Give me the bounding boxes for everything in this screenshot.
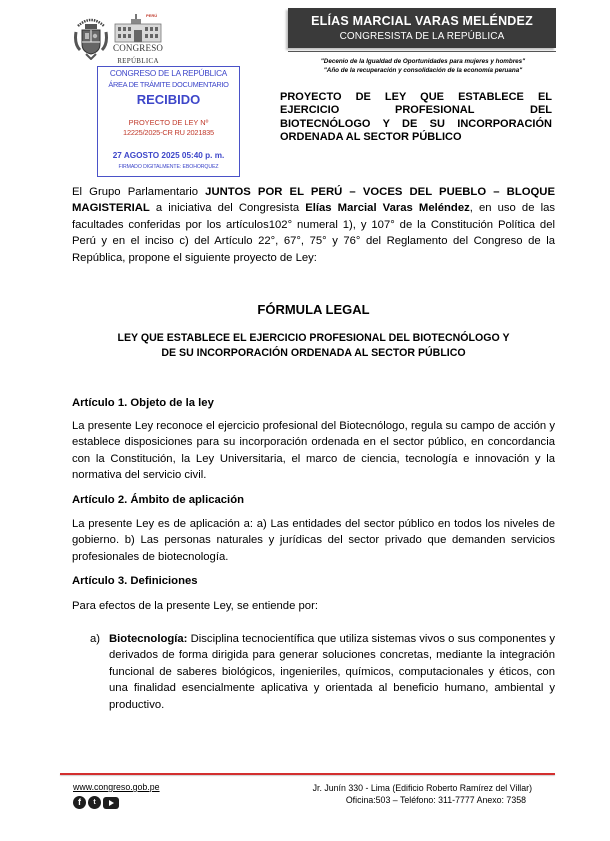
footer-address (270, 782, 532, 806)
definition-term: Biotecnología: (109, 633, 188, 645)
law-title (72, 331, 555, 361)
article-1-heading: Artículo 1. Objeto de la ley (72, 397, 214, 409)
bill-title-line-2: EJERCICIO PROFESIONAL DEL (280, 104, 552, 117)
bill-title (280, 91, 552, 145)
decenio-line-2: "Año de la recuperación y consolidación de la economía peruana" (323, 67, 523, 74)
social-links (73, 796, 119, 810)
stamp-area: ÁREA DE TRÁMITE DOCUMENTARIO (108, 80, 229, 89)
address-line-1: Jr. Junín 330 - Lima (Edificio Roberto Ramírez del Villar) (312, 783, 532, 793)
article-2-heading: Artículo 2. Ámbito de aplicación (72, 494, 244, 506)
congressperson-name: ELÍAS MARCIAL VARAS MELÉNDEZ (311, 14, 533, 28)
parliamentary-group-name: JUNTOS POR EL PERÚ – VOCES DEL PUEBLO – BLOQUE MAGISTERIAL (72, 186, 555, 215)
logo-text-congreso: CONGRESO (113, 43, 164, 53)
decenio-motto (290, 57, 556, 75)
stamp-bill-label: PROYECTO DE LEY Nº (128, 118, 209, 127)
bill-title-line-4: ORDENADA AL SECTOR PÚBLICO (280, 131, 462, 144)
article-3-heading: Artículo 3. Definiciones (72, 575, 198, 587)
bill-title-line-3: BIOTECNÓLOGO Y DE SU INCORPORACIÓN (280, 117, 552, 130)
address-line-2: Oficina:503 – Teléfono: 311-7777 Anexo: 7358 (345, 795, 526, 805)
law-title-line-2: DE SU INCORPORACIÓN ORDENADA AL SECTOR PÚBLICO (161, 347, 466, 359)
article-3-body: Para efectos de la presente Ley, se entiende por: (72, 600, 318, 612)
intro-text-2: a iniciativa del Congresista (149, 202, 306, 215)
congreso-republica-logo (113, 12, 163, 64)
intro-paragraph (72, 184, 555, 266)
definition-body (109, 631, 555, 713)
stamp-status: RECIBIDO (136, 92, 201, 107)
congressperson-role: CONGRESISTA DE LA REPÚBLICA (339, 31, 505, 42)
header-divider (288, 51, 556, 52)
article-1-body: La presente Ley reconoce el ejercicio profesional del Biotecnólogo, regula su campo de acción y establece disposiciones para su incorporación ordenada en el sector público, en concordancia con la Constitución, la Ley Universitaria, el marco de ciencia, tecnología e innovación y la normativa del servicio civil. (72, 420, 555, 482)
twitter-icon[interactable]: t (88, 796, 101, 809)
logo-peru-tag: PERÚ (146, 13, 158, 18)
facebook-icon[interactable]: f (73, 796, 86, 809)
definition-marker: a) (90, 633, 101, 645)
article-2-body: La presente Ley es de aplicación a: a) Las entidades del sector público en todos los niveles de gobierno. b) Las personas naturales y jurídicas del sector privado que demanden servicios profesionales de biotecnología. (72, 518, 555, 563)
formula-legal-title: FÓRMULA LEGAL (257, 302, 370, 317)
definition-item (90, 631, 555, 713)
intro-text-3: , en uso de las facultades conferidas por los artículos102° numeral 1), y 107° de la Constitución Política del Perú y en el inciso c) del Artículo 22°, 67°, 75° y 76° del Reglamento del Congreso de la República, propone el siguiente proyecto de Ley: (72, 202, 556, 264)
stamp-datetime: 27 AGOSTO 2025 05:40 p. m. (112, 151, 225, 160)
footer-divider (60, 773, 555, 775)
logo-text-republica: REPÚBLICA (117, 57, 159, 65)
intro-text-1: El Grupo Parlamentario (72, 186, 206, 198)
stamp-bill-number: 12225/2025-CR RU 2021835 (123, 128, 214, 137)
peru-coat-of-arms-logo (74, 16, 108, 60)
stamp-signature: FIRMADO DIGITALMENTE: EBOHORQUEZ (118, 164, 219, 170)
decenio-line-1: "Decenio de la Igualdad de Oportunidades para mujeres y hombres" (320, 58, 526, 65)
reception-stamp (97, 66, 240, 177)
website-link[interactable]: www.congreso.gob.pe (73, 782, 160, 792)
congressperson-name-inline: Elías Marcial Varas Meléndez (305, 202, 470, 215)
law-title-line-1: LEY QUE ESTABLECE EL EJERCICIO PROFESIONAL DEL BIOTECNÓLOGO Y (117, 332, 510, 344)
stamp-institution: CONGRESO DE LA REPÚBLICA (109, 69, 228, 78)
congressperson-header (288, 8, 556, 48)
youtube-icon[interactable] (103, 797, 119, 809)
bill-title-line-1: PROYECTO DE LEY QUE ESTABLECE EL (280, 91, 552, 103)
definition-text: Disciplina tecnocientífica que utiliza sistemas vivos o sus componentes y derivados de forma dirigida para generar soluciones concretas, mediante la integración funcional de saberes biológicos, ingenieriles, químicos, computacionales y éticos, con una finalidad esencialmente aplicativa y orientada al beneficio humano, ambiental y productivo. (109, 633, 555, 711)
